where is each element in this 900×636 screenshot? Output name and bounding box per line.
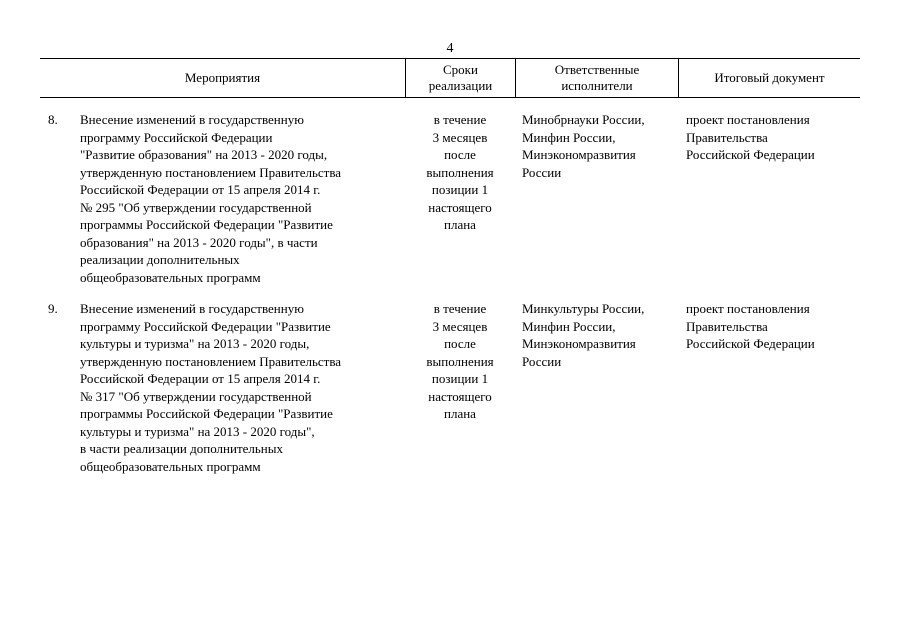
header-activities xyxy=(40,58,405,98)
responsible-text: Минобрнауки России, Минфин России, Минэкономразвития России xyxy=(522,112,645,180)
deadline-text: в течение 3 месяцев после выполнения позиции 1 настоящего плана xyxy=(426,301,494,421)
document-text: проект постановления Правительства Российской Федерации xyxy=(686,112,815,162)
page-number: 4 xyxy=(446,41,454,56)
activity-text: Внесение изменений в государственную программу Российской Федерации "Развитие образования" на 2013 - 2020 годы, утвержденную постановлением Правительства Российской Федерации от 15 апреля 2014 г. № 295 "Об утверждении государственной программы Российской Федерации "Развитие образования" на 2013 - 2020 годы", в части реализации дополнительных общеобразовательных программ xyxy=(80,112,342,285)
header-result-document-label: Итоговый документ xyxy=(714,70,825,86)
document-text: проект постановления Правительства Российской Федерации xyxy=(686,301,815,351)
deadline-text: в течение 3 месяцев после выполнения позиции 1 настоящего плана xyxy=(426,112,494,232)
header-result-document xyxy=(679,58,860,98)
header-deadlines xyxy=(406,58,515,98)
row-number: 8. xyxy=(48,112,58,127)
header-responsible-label: Ответственные исполнители xyxy=(554,62,640,93)
row-number: 9. xyxy=(48,301,58,316)
header-responsible xyxy=(516,58,678,98)
responsible-text: Минкультуры России, Минфин России, Минэкономразвития России xyxy=(522,301,645,369)
header-deadlines-label: Сроки реализации xyxy=(428,62,493,93)
activity-text: Внесение изменений в государственную программу Российской Федерации "Развитие культуры и туризма" на 2013 - 2020 годы, утвержденную постановлением Правительства Российской Федерации от 15 апреля 2014 г. № 317 "Об утверждении государственной программы Российской Федерации "Развитие культуры и туризма" на 2013 - 2020 годы", в части реализации дополнительных общеобразовательных программ xyxy=(80,301,342,474)
header-activities-label: Мероприятия xyxy=(184,70,261,86)
